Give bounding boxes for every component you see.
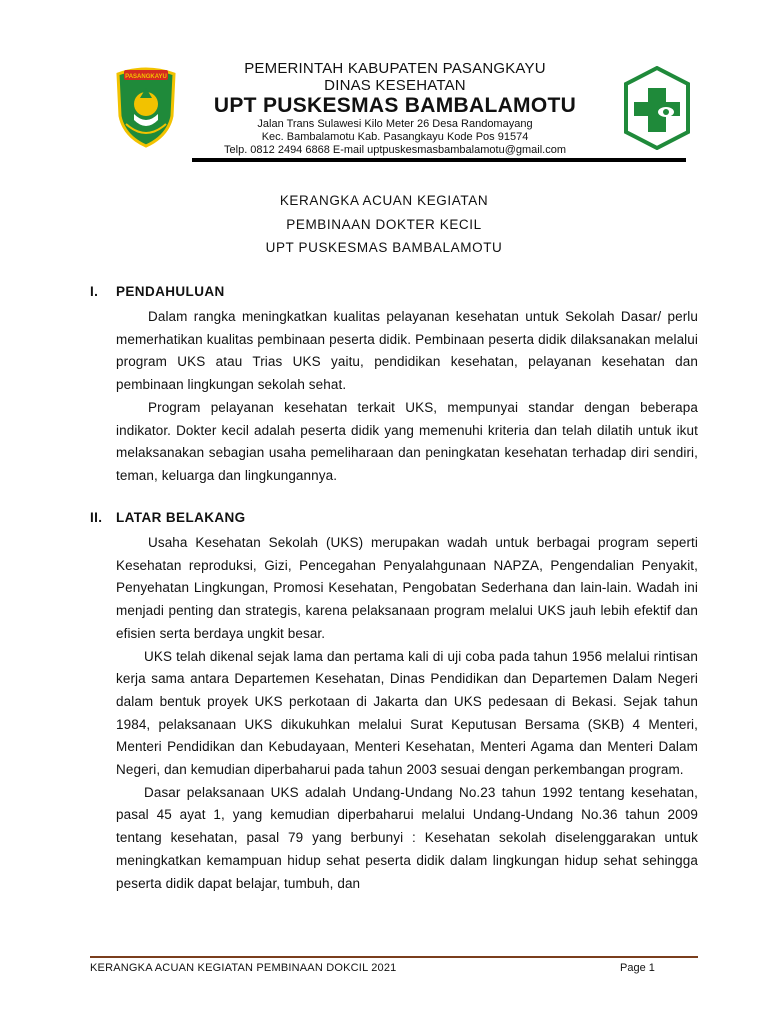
regency-emblem-icon bbox=[114, 64, 178, 148]
section-number: I. bbox=[90, 284, 99, 299]
section-heading bbox=[90, 510, 698, 532]
footer-divider bbox=[90, 956, 698, 958]
svg-text:PASANGKAYU: PASANGKAYU bbox=[125, 74, 167, 80]
page-number: Page 1 bbox=[620, 962, 655, 974]
letterhead-divider bbox=[192, 158, 686, 162]
section-number: II. bbox=[90, 510, 103, 525]
paragraph: Dasar pelaksanaan UKS adalah Undang-Undang No.23 tahun 1992 tentang kesehatan, pasal 45 ayat 1, yang kemudian diperbaharui melalui Undang-Undang No.36 tahun 2009 tentang kesehatan, pasal 79 yang berbunyi : Kesehatan sekolah diselenggarakan untuk meningkatkan kemampuan hidup sehat peserta didik dalam lingkungan hidup sehat sehingga peserta didik dapat belajar, tumbuh, dan bbox=[116, 784, 698, 891]
letterhead-text bbox=[180, 60, 610, 157]
footer-document-name: KERANGKA ACUAN KEGIATAN PEMBINAAN DOKCIL 2021 bbox=[90, 962, 397, 974]
section-body bbox=[116, 306, 698, 488]
section-body bbox=[116, 532, 698, 895]
paragraph: UKS telah dikenal sejak lama dan pertama kali di uji coba pada tahun 1956 melalui rintisan kerja sama antara Departemen Kesehatan, Dinas Pendidikan dan Departemen Dalam Negeri dalam bentuk proyek UKS perkotaan di Jakarta dan UKS pedesaan di Bekasi. Sejak tahun 1984, pelaksanaan UKS dikukuhkan melalui Surat Keputusan Bersama (SKB) 4 Menteri, Menteri Pendidikan dan Kebudayaan, Menteri Kesehatan, Menteri Agama dan Menteri Dalam Negeri, dan kemudian diperbaharui pada tahun 2003 sesuai dengan perkembangan program. bbox=[116, 648, 698, 778]
department-name: DINAS KESEHATAN bbox=[324, 77, 466, 94]
paragraph: Program pelayanan kesehatan terkait UKS, mempunyai standar dengan beberapa indikator. Dokter kecil adalah peserta didik yang memenuhi kriteria dan telah dilatih untuk ikut melaksanakan sebagian usaha pemeliharaan dan peningkatan kesehatan terhadap diri sendiri, teman, keluarga dan lingkungannya. bbox=[116, 399, 698, 483]
document-title: KERANGKA ACUAN KEGIATAN bbox=[279, 193, 489, 208]
district-line: Kec. Bambalamotu Kab. Pasangkayu Kode Pos 91574 bbox=[261, 131, 529, 143]
section-title: PENDAHULUAN bbox=[116, 284, 225, 299]
institution-name: UPT PUSKESMAS BAMBALAMOTU bbox=[213, 94, 577, 117]
document-institution: UPT PUSKESMAS BAMBALAMOTU bbox=[265, 240, 503, 255]
section-title: LATAR BELAKANG bbox=[116, 510, 246, 525]
paragraph: Dalam rangka meningkatkan kualitas pelayanan kesehatan untuk Sekolah Dasar/ perlu memerhatikan kualitas pembinaan peserta didik. Pembinaan peserta didik dilaksanakan melalui program UKS atau Trias UKS yaitu, pendidikan kesehatan, pelayanan kesehatan dan pembinaan lingkungan sekolah sehat. bbox=[116, 309, 698, 393]
document-subtitle: PEMBINAAN DOKTER KECIL bbox=[286, 217, 482, 232]
government-name: PEMERINTAH KABUPATEN PASANGKAYU bbox=[244, 60, 546, 77]
section-latar-belakang bbox=[90, 510, 698, 895]
paragraph: Usaha Kesehatan Sekolah (UKS) merupakan wadah untuk berbagai program seperti Kesehatan reproduksi, Gizi, Pencegahan Penyalahgunaan NAPZA, Pengendalian Penyakit, Penyehatan Lingkungan, Promosi Kesehatan, Pengobatan Sederhana dan lain-lain. Wadah ini menjadi penting dan strategis, karena pelaksanaan program melalui UKS jauh lebih efektif dan efisien serta berdaya ungkit besar. bbox=[116, 535, 698, 641]
puskesmas-logo-icon bbox=[624, 66, 690, 150]
address-line: Jalan Trans Sulawesi Kilo Meter 26 Desa Randomayang bbox=[257, 118, 533, 130]
contact-line: Telp. 0812 2494 6868 E-mail uptpuskesmasbambalamotu@gmail.com bbox=[224, 144, 566, 156]
section-pendahuluan bbox=[90, 284, 698, 488]
section-heading bbox=[90, 284, 698, 306]
